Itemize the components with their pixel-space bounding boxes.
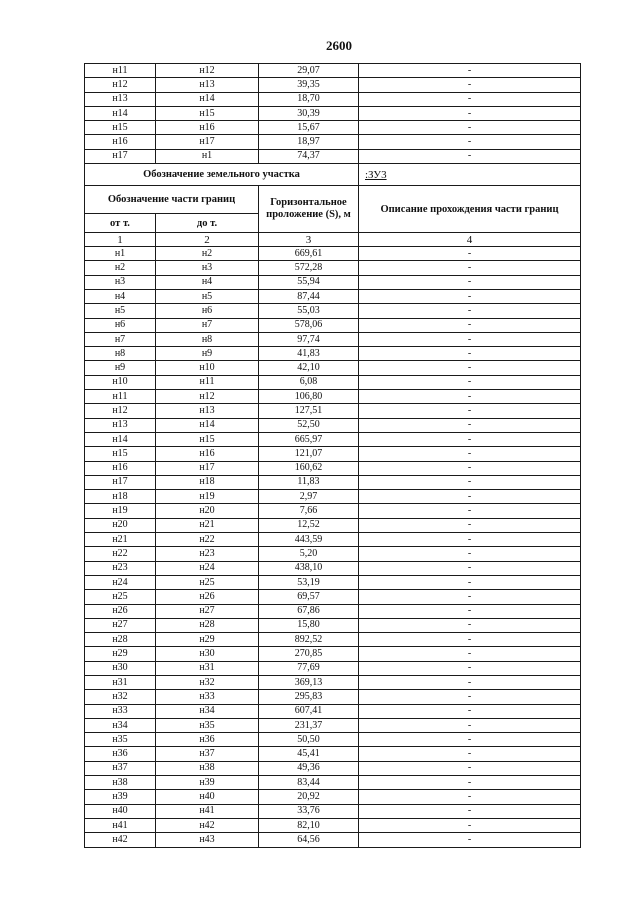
to-point-cell: н41 (156, 804, 259, 818)
description-cell: - (359, 347, 581, 361)
description-cell: - (359, 561, 581, 575)
from-point-cell: н18 (85, 490, 156, 504)
from-point-cell: н42 (85, 833, 156, 847)
parcel-label: Обозначение земельного участка (85, 164, 359, 186)
from-point-cell: н22 (85, 547, 156, 561)
length-cell: 20,92 (259, 790, 359, 804)
from-point-cell: н14 (85, 432, 156, 446)
description-cell: - (359, 790, 581, 804)
description-cell: - (359, 461, 581, 475)
to-point-cell: н40 (156, 790, 259, 804)
table-row (85, 332, 581, 346)
to-point-cell: н34 (156, 704, 259, 718)
to-point-cell: н30 (156, 647, 259, 661)
description-cell: - (359, 475, 581, 489)
from-point-cell: н16 (85, 461, 156, 475)
table-row (85, 447, 581, 461)
table-row (85, 675, 581, 689)
to-point-cell: н19 (156, 490, 259, 504)
to-point-cell: н17 (156, 461, 259, 475)
description-cell: - (359, 776, 581, 790)
table-row (85, 106, 581, 120)
length-cell: 11,83 (259, 475, 359, 489)
length-cell: 55,94 (259, 275, 359, 289)
length-cell: 578,06 (259, 318, 359, 332)
table-row (85, 561, 581, 575)
from-point-cell: н17 (85, 475, 156, 489)
description-cell: - (359, 121, 581, 135)
from-point-cell: н38 (85, 776, 156, 790)
to-point-cell: н1 (156, 149, 259, 163)
description-cell: - (359, 432, 581, 446)
from-point-cell: н27 (85, 618, 156, 632)
page-number: 2600 (326, 38, 352, 53)
length-cell: 39,35 (259, 78, 359, 92)
to-point-cell: н36 (156, 733, 259, 747)
to-point-cell: н42 (156, 818, 259, 832)
column-numbers-row (85, 233, 581, 247)
table-row (85, 761, 581, 775)
length-cell: 438,10 (259, 561, 359, 575)
description-cell: - (359, 149, 581, 163)
table-row (85, 247, 581, 261)
length-cell: 15,67 (259, 121, 359, 135)
table-row (85, 718, 581, 732)
to-point-cell: н29 (156, 633, 259, 647)
length-cell: 42,10 (259, 361, 359, 375)
description-cell: - (359, 518, 581, 532)
to-point-cell: н31 (156, 661, 259, 675)
to-point-cell: н5 (156, 289, 259, 303)
length-cell: 55,03 (259, 304, 359, 318)
to-point-cell: н13 (156, 404, 259, 418)
description-cell: - (359, 490, 581, 504)
description-cell: - (359, 675, 581, 689)
table-row (85, 690, 581, 704)
description-cell: - (359, 504, 581, 518)
to-point-cell: н26 (156, 590, 259, 604)
description-cell: - (359, 733, 581, 747)
length-cell: 15,80 (259, 618, 359, 632)
length-cell: 69,57 (259, 590, 359, 604)
from-point-cell: н26 (85, 604, 156, 618)
table-row (85, 604, 581, 618)
from-point-cell: н25 (85, 590, 156, 604)
length-cell: 49,36 (259, 761, 359, 775)
table-row (85, 490, 581, 504)
to-point-cell: н15 (156, 106, 259, 120)
to-point-cell: н13 (156, 78, 259, 92)
from-point-cell: н19 (85, 504, 156, 518)
length-cell: 607,41 (259, 704, 359, 718)
length-cell: 83,44 (259, 776, 359, 790)
column-number: 1 (85, 233, 156, 247)
length-cell: 30,39 (259, 106, 359, 120)
description-cell: - (359, 718, 581, 732)
from-point-cell: н33 (85, 704, 156, 718)
boundary-rows (85, 247, 581, 847)
length-cell: 12,52 (259, 518, 359, 532)
description-cell: - (359, 64, 581, 78)
description-cell: - (359, 833, 581, 847)
description-header: Описание прохождения части границ (359, 186, 581, 233)
from-point-cell: н17 (85, 149, 156, 163)
length-cell: 87,44 (259, 289, 359, 303)
table-row (85, 432, 581, 446)
from-point-cell: н15 (85, 121, 156, 135)
to-point-cell: н25 (156, 575, 259, 589)
table-row (85, 575, 581, 589)
table-row (85, 818, 581, 832)
to-point-cell: н35 (156, 718, 259, 732)
from-point-cell: н28 (85, 633, 156, 647)
description-cell: - (359, 690, 581, 704)
table-row (85, 121, 581, 135)
description-cell: - (359, 604, 581, 618)
to-point-cell: н27 (156, 604, 259, 618)
to-point-cell: н2 (156, 247, 259, 261)
to-point-cell: н21 (156, 518, 259, 532)
from-point-cell: н6 (85, 318, 156, 332)
to-point-cell: н4 (156, 275, 259, 289)
description-cell: - (359, 447, 581, 461)
to-point-cell: н12 (156, 64, 259, 78)
description-cell: - (359, 404, 581, 418)
from-point-cell: н12 (85, 404, 156, 418)
description-cell: - (359, 704, 581, 718)
from-point-cell: н20 (85, 518, 156, 532)
to-point-cell: н32 (156, 675, 259, 689)
description-cell: - (359, 261, 581, 275)
column-number: 3 (259, 233, 359, 247)
from-point-cell: н7 (85, 332, 156, 346)
from-point-cell: н34 (85, 718, 156, 732)
length-cell: 18,70 (259, 92, 359, 106)
table-row (85, 647, 581, 661)
table-row (85, 304, 581, 318)
length-cell: 6,08 (259, 375, 359, 389)
description-cell: - (359, 590, 581, 604)
table-row (85, 461, 581, 475)
length-cell: 45,41 (259, 747, 359, 761)
from-point-cell: н10 (85, 375, 156, 389)
table-row (85, 618, 581, 632)
table-row (85, 275, 581, 289)
from-point-cell: н13 (85, 418, 156, 432)
from-point-cell: н23 (85, 561, 156, 575)
from-point-cell: н30 (85, 661, 156, 675)
table-row (85, 790, 581, 804)
from-point-cell: н39 (85, 790, 156, 804)
to-point-cell: н24 (156, 561, 259, 575)
length-cell: 67,86 (259, 604, 359, 618)
to-point-cell: н17 (156, 135, 259, 149)
table-row (85, 733, 581, 747)
table-row (85, 833, 581, 847)
from-point-cell: н9 (85, 361, 156, 375)
table-row (85, 704, 581, 718)
description-cell: - (359, 375, 581, 389)
length-cell: 443,59 (259, 533, 359, 547)
table-row (85, 518, 581, 532)
description-cell: - (359, 575, 581, 589)
from-point-cell: н35 (85, 733, 156, 747)
table-row (85, 804, 581, 818)
from-point-cell: н11 (85, 390, 156, 404)
from-point-cell: н5 (85, 304, 156, 318)
from-point-cell: н11 (85, 64, 156, 78)
table-row (85, 135, 581, 149)
parcel-designation: :ЗУ3 (359, 164, 581, 186)
length-cell: 7,66 (259, 504, 359, 518)
table-row (85, 375, 581, 389)
table-row (85, 418, 581, 432)
length-cell: 29,07 (259, 64, 359, 78)
to-point-cell: н14 (156, 418, 259, 432)
length-cell: 665,97 (259, 432, 359, 446)
table-row (85, 776, 581, 790)
from-point-cell: н14 (85, 106, 156, 120)
parcel-row (85, 164, 581, 186)
description-cell: - (359, 633, 581, 647)
length-cell: 53,19 (259, 575, 359, 589)
to-point-cell: н9 (156, 347, 259, 361)
length-cell: 295,83 (259, 690, 359, 704)
length-cell: 52,50 (259, 418, 359, 432)
length-cell: 82,10 (259, 818, 359, 832)
description-cell: - (359, 390, 581, 404)
length-header: Горизонтальное проложение (S), м (259, 186, 359, 233)
table-row (85, 149, 581, 163)
description-cell: - (359, 818, 581, 832)
to-point-cell: н14 (156, 92, 259, 106)
table-row (85, 361, 581, 375)
length-cell: 64,56 (259, 833, 359, 847)
table-row (85, 504, 581, 518)
description-cell: - (359, 533, 581, 547)
length-cell: 160,62 (259, 461, 359, 475)
length-cell: 892,52 (259, 633, 359, 647)
to-point-cell: н16 (156, 447, 259, 461)
column-number: 4 (359, 233, 581, 247)
description-cell: - (359, 661, 581, 675)
description-cell: - (359, 647, 581, 661)
to-point-cell: н10 (156, 361, 259, 375)
continued-rows (85, 64, 581, 164)
table-row (85, 64, 581, 78)
length-cell: 33,76 (259, 804, 359, 818)
from-point-header: от т. (85, 214, 156, 233)
to-point-cell: н33 (156, 690, 259, 704)
to-point-cell: н16 (156, 121, 259, 135)
description-cell: - (359, 618, 581, 632)
length-cell: 572,28 (259, 261, 359, 275)
table-row (85, 547, 581, 561)
from-point-cell: н41 (85, 818, 156, 832)
to-point-cell: н7 (156, 318, 259, 332)
description-cell: - (359, 547, 581, 561)
table-row (85, 92, 581, 106)
description-cell: - (359, 135, 581, 149)
table-row (85, 78, 581, 92)
length-cell: 41,83 (259, 347, 359, 361)
to-point-cell: н23 (156, 547, 259, 561)
from-point-cell: н4 (85, 289, 156, 303)
to-point-cell: н37 (156, 747, 259, 761)
to-point-cell: н11 (156, 375, 259, 389)
length-cell: 2,97 (259, 490, 359, 504)
from-point-cell: н12 (85, 78, 156, 92)
boundary-table (84, 63, 581, 848)
description-cell: - (359, 418, 581, 432)
to-point-cell: н20 (156, 504, 259, 518)
to-point-cell: н8 (156, 332, 259, 346)
description-cell: - (359, 275, 581, 289)
table-row (85, 347, 581, 361)
length-cell: 74,37 (259, 149, 359, 163)
from-point-cell: н3 (85, 275, 156, 289)
length-cell: 77,69 (259, 661, 359, 675)
table-row (85, 661, 581, 675)
length-cell: 231,37 (259, 718, 359, 732)
boundary-part-header: Обозначение части границ (85, 186, 259, 214)
from-point-cell: н16 (85, 135, 156, 149)
description-cell: - (359, 747, 581, 761)
to-point-cell: н43 (156, 833, 259, 847)
description-cell: - (359, 106, 581, 120)
length-cell: 18,97 (259, 135, 359, 149)
length-cell: 127,51 (259, 404, 359, 418)
description-cell: - (359, 361, 581, 375)
length-cell: 669,61 (259, 247, 359, 261)
table-header (85, 164, 581, 247)
from-point-cell: н2 (85, 261, 156, 275)
table-row (85, 390, 581, 404)
to-point-cell: н28 (156, 618, 259, 632)
description-cell: - (359, 92, 581, 106)
from-point-cell: н31 (85, 675, 156, 689)
table-row (85, 289, 581, 303)
table-row (85, 404, 581, 418)
description-cell: - (359, 304, 581, 318)
to-point-cell: н18 (156, 475, 259, 489)
description-cell: - (359, 761, 581, 775)
to-point-cell: н6 (156, 304, 259, 318)
to-point-header: до т. (156, 214, 259, 233)
table-row (85, 633, 581, 647)
description-cell: - (359, 78, 581, 92)
length-cell: 5,20 (259, 547, 359, 561)
to-point-cell: н15 (156, 432, 259, 446)
table-row (85, 533, 581, 547)
description-cell: - (359, 289, 581, 303)
to-point-cell: н38 (156, 761, 259, 775)
header-row (85, 186, 581, 214)
from-point-cell: н21 (85, 533, 156, 547)
description-cell: - (359, 247, 581, 261)
length-cell: 369,13 (259, 675, 359, 689)
length-cell: 50,50 (259, 733, 359, 747)
description-cell: - (359, 318, 581, 332)
table-row (85, 261, 581, 275)
length-cell: 97,74 (259, 332, 359, 346)
length-cell: 270,85 (259, 647, 359, 661)
from-point-cell: н8 (85, 347, 156, 361)
description-cell: - (359, 332, 581, 346)
from-point-cell: н36 (85, 747, 156, 761)
to-point-cell: н39 (156, 776, 259, 790)
to-point-cell: н3 (156, 261, 259, 275)
from-point-cell: н13 (85, 92, 156, 106)
from-point-cell: н29 (85, 647, 156, 661)
to-point-cell: н12 (156, 390, 259, 404)
to-point-cell: н22 (156, 533, 259, 547)
table-row (85, 590, 581, 604)
table-row (85, 475, 581, 489)
column-number: 2 (156, 233, 259, 247)
from-point-cell: н32 (85, 690, 156, 704)
from-point-cell: н1 (85, 247, 156, 261)
from-point-cell: н15 (85, 447, 156, 461)
from-point-cell: н24 (85, 575, 156, 589)
length-cell: 106,80 (259, 390, 359, 404)
description-cell: - (359, 804, 581, 818)
from-point-cell: н40 (85, 804, 156, 818)
table-row (85, 747, 581, 761)
length-cell: 121,07 (259, 447, 359, 461)
table-row (85, 318, 581, 332)
from-point-cell: н37 (85, 761, 156, 775)
